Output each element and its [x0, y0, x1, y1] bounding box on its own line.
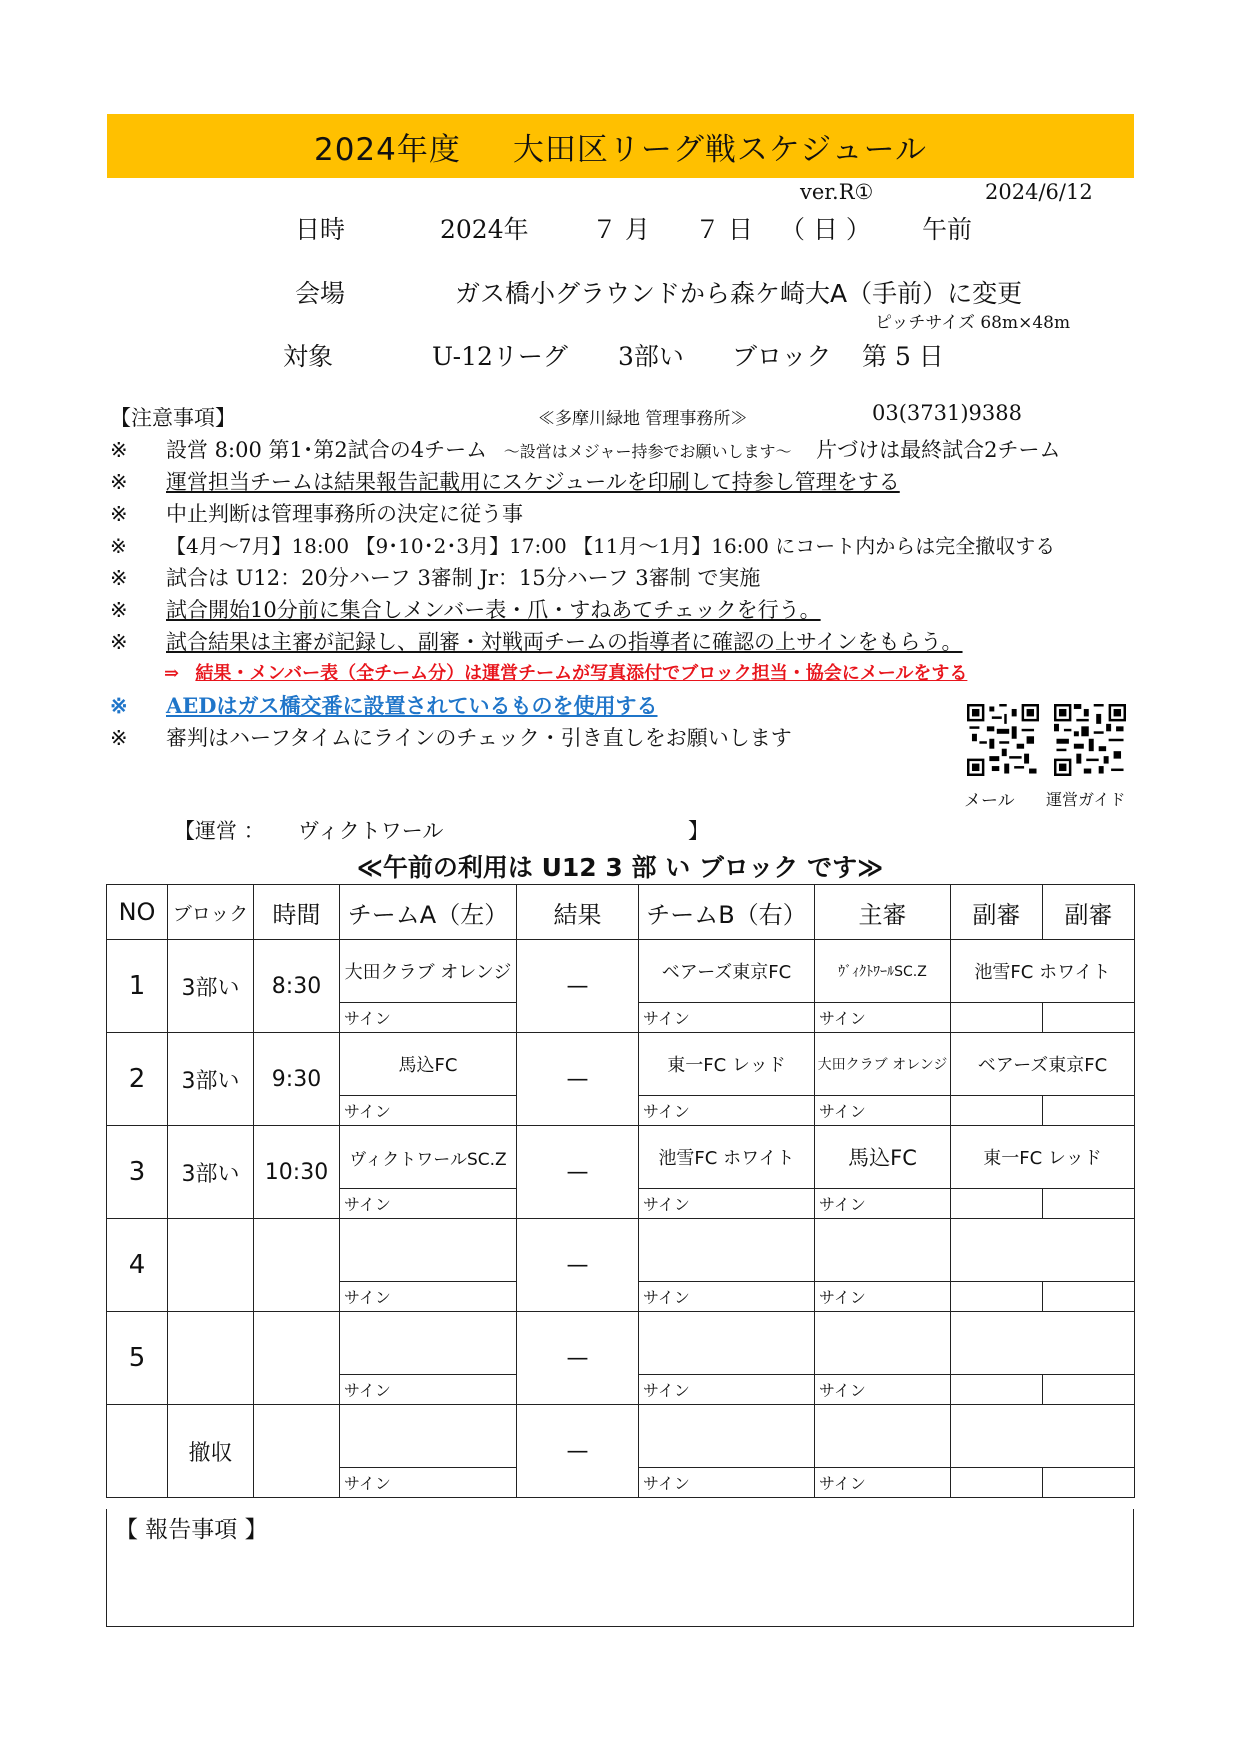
sign-assistant-2: [1043, 1468, 1135, 1498]
qr-guide-label: 運営ガイド: [1046, 790, 1126, 809]
match-time: [254, 1405, 340, 1498]
operator-open: 【運営 ：: [174, 819, 265, 843]
note-result-record: [110, 626, 963, 656]
note-member-check: [110, 594, 821, 624]
team-a: [340, 1312, 517, 1375]
note-mark: ※: [110, 502, 128, 526]
team-a: 大田クラブ オレンジ: [340, 940, 517, 1003]
note-withdraw-times: [110, 530, 1055, 559]
match-time: 8:30: [254, 940, 340, 1033]
sign-referee: サイン: [815, 1096, 951, 1126]
header-time: 時間: [254, 885, 340, 940]
team-a: 馬込FC: [340, 1033, 517, 1096]
date-month: ７ 月: [592, 215, 650, 244]
note-text: AEDはガス橋交番に設置されているものを使用する: [166, 693, 658, 718]
sign-team-a: サイン: [340, 1003, 517, 1033]
sign-team-a: サイン: [340, 1096, 517, 1126]
date-weekday: （ 日 ）: [780, 215, 871, 244]
target-label: 対象: [283, 342, 334, 371]
team-b: [639, 1405, 815, 1468]
guide-qr-code-icon[interactable]: [1054, 704, 1126, 776]
note-text: 審判はハーフタイムにラインのチェック・引き直しをお願いします: [166, 726, 792, 750]
note-match-format: [110, 562, 760, 592]
usage-line: ≪午前の利用は U12 3 部 い ブロック です≫: [356, 853, 884, 882]
referee: [815, 1312, 951, 1375]
team-a: ヴィクトワールSC.Z: [340, 1126, 517, 1189]
table-row: [107, 1219, 1135, 1282]
document-date: 2024/6/12: [985, 180, 1093, 204]
match-block: 3部い: [168, 940, 254, 1033]
assistant-referee: 東一FC レッド: [951, 1126, 1135, 1189]
note-operator-print: [110, 466, 900, 496]
note-text: 中止判断は管理事務所の決定に従う事: [166, 502, 523, 526]
assistant-referee: [951, 1219, 1135, 1282]
team-b: [639, 1312, 815, 1375]
note-text: 試合開始10分前に集合しメンバー表・爪・すねあてチェックを行う。: [166, 598, 821, 622]
notes-header-label: 【注意事項】: [110, 406, 236, 430]
note-text: 運営担当チームは結果報告記載用にスケジュールを印刷して持参し管理をする: [166, 470, 900, 494]
date-day: ７ 日: [695, 215, 753, 244]
header-assistant-2: 副審: [1043, 885, 1135, 940]
assistant-referee: [951, 1405, 1135, 1468]
sign-assistant-1: [951, 1003, 1043, 1033]
operator-name: ヴィクトワール: [298, 819, 444, 843]
match-no: 5: [107, 1312, 168, 1405]
table-row: [107, 1033, 1135, 1096]
header-team-b: チームB（右）: [639, 885, 815, 940]
sign-assistant-1: [951, 1096, 1043, 1126]
sign-referee: サイン: [815, 1003, 951, 1033]
note-text: 設営 8:00 第1･第2試合の4チーム: [166, 438, 488, 462]
match-result: —: [517, 1126, 639, 1219]
sign-referee: サイン: [815, 1375, 951, 1405]
match-block: [168, 1219, 254, 1312]
note-tail: 片づけは最終試合2チーム: [816, 438, 1061, 462]
match-no: 2: [107, 1033, 168, 1126]
match-no: 1: [107, 940, 168, 1033]
target-league: U-12リーグ: [432, 342, 568, 371]
note-mark: ※: [110, 726, 128, 750]
sign-team-b: サイン: [639, 1096, 815, 1126]
match-no: [107, 1405, 168, 1498]
sign-team-a: サイン: [340, 1282, 517, 1312]
sign-assistant-2: [1043, 1003, 1135, 1033]
date-label: 日時: [295, 215, 346, 244]
note-text: 【4月～7月】18:00 【9･10･2･3月】17:00 【11月～1月】16:00 にコート内からは完全撤収する: [166, 534, 1056, 558]
referee: [815, 1219, 951, 1282]
sign-assistant-2: [1043, 1096, 1135, 1126]
referee: [815, 1405, 951, 1468]
sign-team-b: サイン: [639, 1375, 815, 1405]
sign-team-b: サイン: [639, 1282, 815, 1312]
sign-assistant-2: [1043, 1375, 1135, 1405]
table-row: [107, 1405, 1135, 1468]
version-label: ver.R①: [800, 180, 874, 204]
match-result: —: [517, 1033, 639, 1126]
sign-team-a: サイン: [340, 1375, 517, 1405]
note-mark: ※: [110, 566, 128, 590]
target-division: 3部い: [618, 342, 684, 371]
header-team-a: チームA（左）: [340, 885, 517, 940]
header-block: ブロック: [168, 885, 254, 940]
mail-qr-code-icon[interactable]: [967, 704, 1039, 776]
header-result: 結果: [517, 885, 639, 940]
note-small: ～設営はメジャー持参でお願いします～: [503, 442, 792, 461]
sign-assistant-2: [1043, 1189, 1135, 1219]
match-block: 3部い: [168, 1033, 254, 1126]
team-b: ベアーズ東京FC: [639, 940, 815, 1003]
sign-referee: サイン: [815, 1189, 951, 1219]
match-block: 3部い: [168, 1126, 254, 1219]
match-time: [254, 1312, 340, 1405]
header-referee: 主審: [815, 885, 951, 940]
report-label: 【 報告事項 】: [115, 1517, 268, 1543]
note-mark: ※: [110, 470, 128, 494]
sign-team-b: サイン: [639, 1468, 815, 1498]
sign-assistant-2: [1043, 1282, 1135, 1312]
note-mark: ※: [110, 534, 127, 558]
sign-team-a: サイン: [340, 1189, 517, 1219]
date-session: 午前: [922, 215, 973, 244]
note-text: 試合結果は主審が記録し、副審・対戦両チームの指導者に確認の上サインをもらう。: [166, 630, 963, 654]
sign-assistant-1: [951, 1375, 1043, 1405]
match-result: —: [517, 1405, 639, 1498]
table-row: [107, 1312, 1135, 1375]
sign-assistant-1: [951, 1282, 1043, 1312]
office-phone: 03(3731)9388: [872, 401, 1022, 425]
match-time: 9:30: [254, 1033, 340, 1126]
venue-label: 会場: [295, 279, 346, 308]
match-no: 3: [107, 1126, 168, 1219]
target-block: ブロック: [732, 342, 832, 371]
team-a: [340, 1405, 517, 1468]
sign-team-a: サイン: [340, 1468, 517, 1498]
sign-team-b: サイン: [639, 1189, 815, 1219]
sign-assistant-1: [951, 1468, 1043, 1498]
note-referee-lines: [110, 722, 792, 752]
match-result: —: [517, 940, 639, 1033]
title-year: 2024年度: [313, 131, 461, 168]
note-mark: ※: [110, 598, 128, 622]
title-bar: [107, 114, 1134, 178]
note-arrow: ⇒: [164, 663, 180, 684]
report-box[interactable]: [106, 1509, 1134, 1627]
note-mark: ※: [110, 438, 128, 462]
sign-referee: サイン: [815, 1282, 951, 1312]
team-b: 池雪FC ホワイト: [639, 1126, 815, 1189]
pitch-size: ピッチサイズ 68m×48m: [875, 313, 1071, 333]
assistant-referee: [951, 1312, 1135, 1375]
team-a: [340, 1219, 517, 1282]
match-block: 撤収: [168, 1405, 254, 1498]
note-email-warning: [164, 659, 967, 685]
note-text: 試合は U12：20分ハーフ 3審制 Jr：15分ハーフ 3審制 で実施: [166, 566, 761, 590]
date-year: 2024年: [440, 215, 529, 244]
operator-close: 】: [688, 819, 709, 843]
assistant-referee: 池雪FC ホワイト: [951, 940, 1135, 1003]
venue-value: ガス橋小グラウンドから森ケ崎大A（手前）に変更: [455, 279, 1023, 308]
match-result: —: [517, 1219, 639, 1312]
referee: 馬込FC: [815, 1126, 951, 1189]
note-mark: ※: [110, 693, 128, 718]
qr-mail-label: メール: [964, 791, 1015, 811]
match-block: [168, 1312, 254, 1405]
table-row: [107, 1126, 1135, 1189]
table-row: [107, 940, 1135, 1003]
note-cancel: [110, 498, 523, 528]
team-b: 東一FC レッド: [639, 1033, 815, 1096]
header-assistant-1: 副審: [951, 885, 1043, 940]
office-name: ≪多摩川緑地 管理事務所≫: [538, 409, 748, 429]
note-mark: ※: [110, 630, 128, 654]
note-text: 結果・メンバー表（全チーム分）は運営チームが写真添付でブロック担当・協会にメールをする: [195, 663, 968, 684]
header-no: NO: [107, 885, 168, 940]
match-time: [254, 1219, 340, 1312]
sign-referee: サイン: [815, 1468, 951, 1498]
title-name: 大田区リーグ戦スケジュール: [512, 131, 928, 168]
match-no: 4: [107, 1219, 168, 1312]
assistant-referee: ベアーズ東京FC: [951, 1033, 1135, 1096]
sign-team-b: サイン: [639, 1003, 815, 1033]
referee: ｳﾞｨｸﾄﾜｰﾙSC.Z: [815, 940, 951, 1003]
sign-assistant-1: [951, 1189, 1043, 1219]
table-header-row: [107, 885, 1135, 940]
note-aed: [110, 690, 658, 720]
schedule-table: [106, 884, 1135, 1498]
referee: 大田クラブ オレンジ: [815, 1033, 951, 1096]
match-result: —: [517, 1312, 639, 1405]
match-time: 10:30: [254, 1126, 340, 1219]
target-day: 第 5 日: [862, 342, 944, 371]
team-b: [639, 1219, 815, 1282]
note-setup: [110, 434, 1061, 464]
